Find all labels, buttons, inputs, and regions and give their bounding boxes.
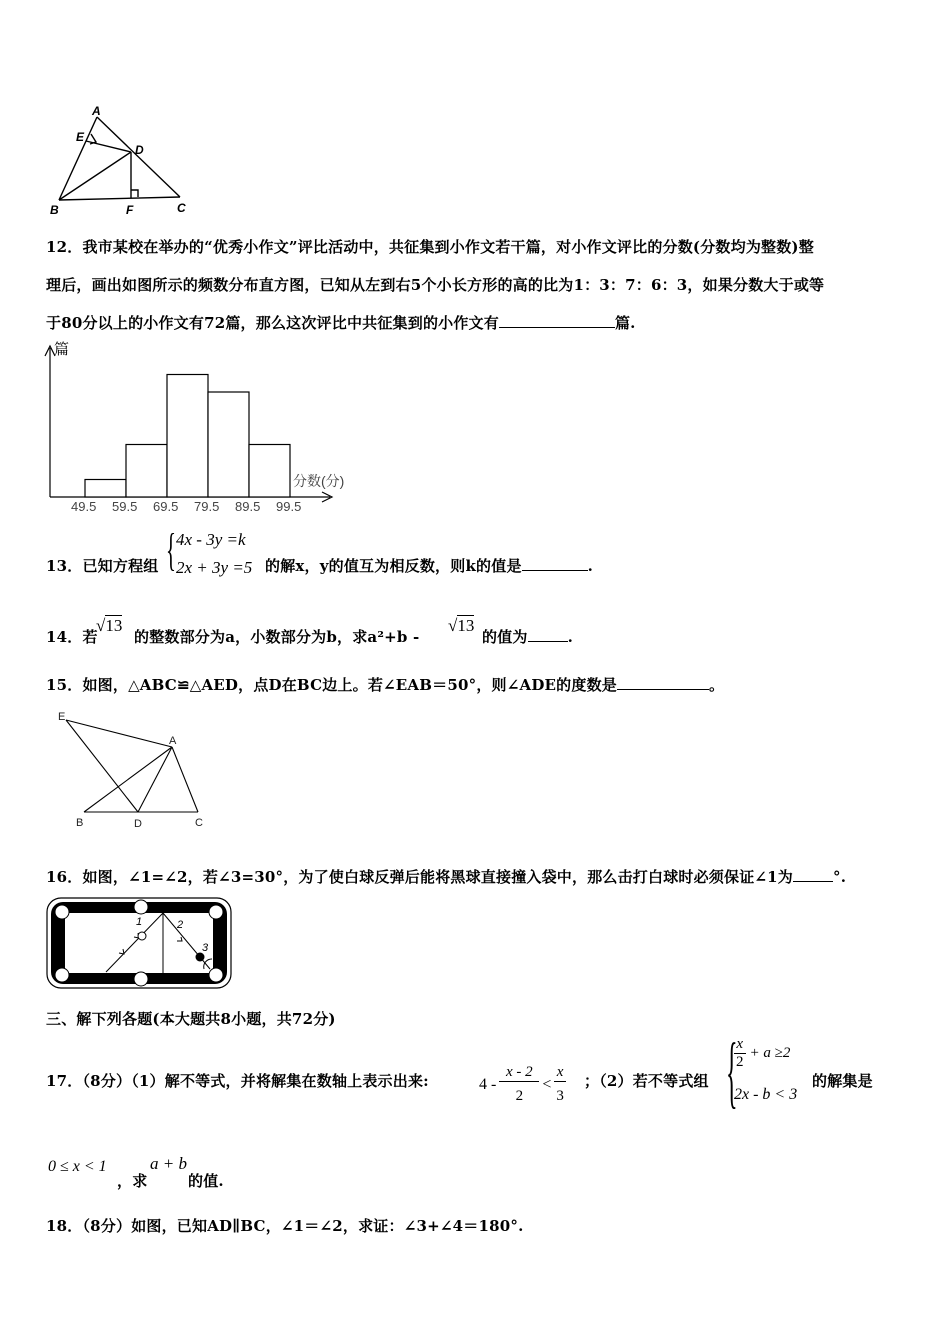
q17-prefix: 17．（8分）（1）解不等式，并将解集在数轴上表示出来: bbox=[46, 1072, 429, 1090]
label-b: B bbox=[50, 203, 59, 217]
q15-end: 。 bbox=[708, 676, 725, 694]
histogram-tick-labels bbox=[71, 499, 301, 514]
q15-answer-blank[interactable] bbox=[617, 675, 709, 690]
edge-ea bbox=[66, 720, 172, 747]
q12-line3 bbox=[46, 312, 636, 333]
pocket-bottom-right bbox=[209, 968, 223, 982]
angle-label-3: 3 bbox=[202, 942, 209, 954]
q16-end: °. bbox=[833, 868, 847, 886]
histogram-bar-5 bbox=[249, 445, 290, 498]
right-angle-mark-f bbox=[131, 190, 138, 197]
q14-answer-blank[interactable] bbox=[528, 627, 568, 642]
q14-prefix: 14．若 bbox=[46, 628, 98, 646]
histogram-bar-2 bbox=[126, 445, 167, 498]
q15-text: 15．如图，△ABC≌△AED，点D在BC边上。若∠EAB＝50°，则∠ADE的度数是 bbox=[46, 676, 617, 694]
edge-ab bbox=[84, 747, 172, 812]
q17-expr: a + b bbox=[150, 1154, 187, 1173]
edge-bc bbox=[59, 197, 180, 200]
label-e: E bbox=[76, 130, 85, 144]
q13-brace: { bbox=[166, 524, 176, 575]
x-axis-label: 分数(分) bbox=[293, 473, 345, 489]
q13-end: . bbox=[587, 557, 594, 575]
pocket-top-left bbox=[55, 905, 69, 919]
q17-solution-set: 0 ≤ x < 1 bbox=[48, 1158, 107, 1175]
q13-eq2: 2x + 3y =5 bbox=[176, 558, 253, 577]
label-e: E bbox=[58, 711, 66, 723]
q15-line bbox=[46, 674, 724, 695]
q16-text: 16．如图，∠1=∠2，若∠3=30°，为了使白球反弹后能将黑球直接撞入袋中，那么击打白球时必须保证∠1为 bbox=[46, 868, 794, 886]
q17-frac2-num: x bbox=[554, 1064, 566, 1082]
q17-sys-frac-den: 2 bbox=[736, 1054, 744, 1070]
y-axis-label: 篇 bbox=[54, 341, 70, 358]
q17-frac2-den: 3 bbox=[556, 1088, 564, 1104]
x-tick-label: 49.5 bbox=[71, 499, 97, 514]
pocket-top-middle bbox=[134, 900, 148, 914]
angle-label-1: 1 bbox=[136, 916, 143, 928]
q12-line2: 理后，画出如图所示的频数分布直方图，已知从左到右5个小长方形的高的比为1：3：7：6：3，如果分数大于或等 bbox=[46, 276, 825, 294]
x-tick-label: 79.5 bbox=[194, 499, 220, 514]
q17-part2: ；（2）若不等式组 bbox=[584, 1072, 709, 1090]
q14-suffix: 的值为 bbox=[482, 628, 528, 646]
q12-answer-blank[interactable] bbox=[499, 313, 615, 328]
q14-sqrt1-radicand: 13 bbox=[105, 616, 123, 635]
edge-ad bbox=[138, 747, 172, 812]
q13-answer-blank[interactable] bbox=[522, 556, 588, 571]
label-b: B bbox=[76, 817, 84, 829]
q17-suffix: 的解集是 bbox=[812, 1072, 873, 1090]
histogram-bar-1 bbox=[85, 480, 126, 498]
triangle-figure-q15 bbox=[52, 706, 212, 831]
q17-frac1-den: 2 bbox=[515, 1088, 524, 1104]
edge-ac bbox=[97, 117, 180, 197]
q17-frac1 bbox=[499, 1064, 539, 1105]
q17-frac2 bbox=[554, 1064, 566, 1105]
billiard-table-figure bbox=[46, 897, 232, 989]
label-c: C bbox=[195, 817, 203, 829]
q17-inequality bbox=[479, 1064, 566, 1105]
q17-sys-frac-num: x bbox=[734, 1036, 746, 1054]
q17-sys-frac bbox=[734, 1036, 746, 1071]
x-tick-label: 89.5 bbox=[235, 499, 261, 514]
section-3-title: 三、解下列各题(本大题共8小题，共72分) bbox=[46, 1010, 336, 1028]
q13-rest bbox=[265, 555, 593, 576]
label-d: D bbox=[134, 818, 142, 830]
triangle-figure-q11 bbox=[44, 104, 194, 218]
pocket-bottom-middle bbox=[134, 972, 148, 986]
x-tick-label: 69.5 bbox=[153, 499, 179, 514]
q13-prefix: 13．已知方程组 bbox=[46, 557, 159, 575]
histogram-chart bbox=[38, 340, 368, 520]
edge-ac bbox=[172, 747, 198, 812]
q16-line bbox=[46, 866, 846, 887]
q14-sqrt2-radicand: 13 bbox=[457, 616, 475, 635]
q17-sys-eq1 bbox=[734, 1036, 790, 1071]
q17-system-brace: { bbox=[726, 1028, 738, 1116]
label-a: A bbox=[92, 104, 101, 118]
angle-label-2: 2 bbox=[177, 919, 184, 931]
q12-line3-end: 篇. bbox=[614, 314, 636, 332]
label-a: A bbox=[169, 735, 177, 747]
q17-sys-eq1-rest: + a ≥2 bbox=[749, 1045, 791, 1061]
q17-ask: ，求 bbox=[117, 1172, 148, 1190]
q14-end: . bbox=[567, 628, 574, 646]
label-f: F bbox=[126, 203, 134, 217]
white-ball bbox=[138, 932, 146, 940]
q12-line1: 12．我市某校在举办的“优秀小作文”评比活动中，共征集到小作文若干篇，对小作文评比的分数(分数均为整数)整 bbox=[46, 238, 814, 256]
q17-frac1-num: x - 2 bbox=[499, 1064, 539, 1082]
q14-rest bbox=[482, 626, 573, 647]
label-d: D bbox=[135, 143, 144, 157]
q17-sys-eq2: 2x - b < 3 bbox=[734, 1086, 798, 1103]
q13-suffix: 的解x，y的值互为相反数，则k的值是 bbox=[265, 557, 522, 575]
label-c: C bbox=[177, 201, 186, 215]
q12-line3-text: 于80分以上的小作文有72篇，那么这次评比中共征集到的小作文有 bbox=[46, 314, 499, 332]
x-tick-label: 59.5 bbox=[112, 499, 138, 514]
q14-sqrt2: √13 bbox=[448, 616, 475, 635]
q18-text: 18．（8分）如图，已知AD∥BC，∠1＝∠2，求证：∠3+∠4＝180°. bbox=[46, 1217, 524, 1235]
q17-lt: < bbox=[542, 1075, 552, 1093]
q14-sqrt1: √13 bbox=[96, 616, 123, 635]
q16-answer-blank[interactable] bbox=[793, 867, 833, 882]
x-tick-label: 99.5 bbox=[276, 499, 302, 514]
q17-ask-end: 的值. bbox=[188, 1172, 224, 1190]
q13-eq1: 4x - 3y =k bbox=[176, 530, 246, 549]
q17-ineq-lhs: 4 - bbox=[479, 1075, 497, 1093]
pocket-bottom-left bbox=[55, 968, 69, 982]
histogram-bar-3 bbox=[167, 375, 208, 498]
q14-mid: 的整数部分为a，小数部分为b，求a²+b - bbox=[134, 628, 420, 646]
histogram-bars bbox=[85, 375, 290, 498]
histogram-bar-4 bbox=[208, 392, 249, 497]
pocket-top-right bbox=[209, 905, 223, 919]
